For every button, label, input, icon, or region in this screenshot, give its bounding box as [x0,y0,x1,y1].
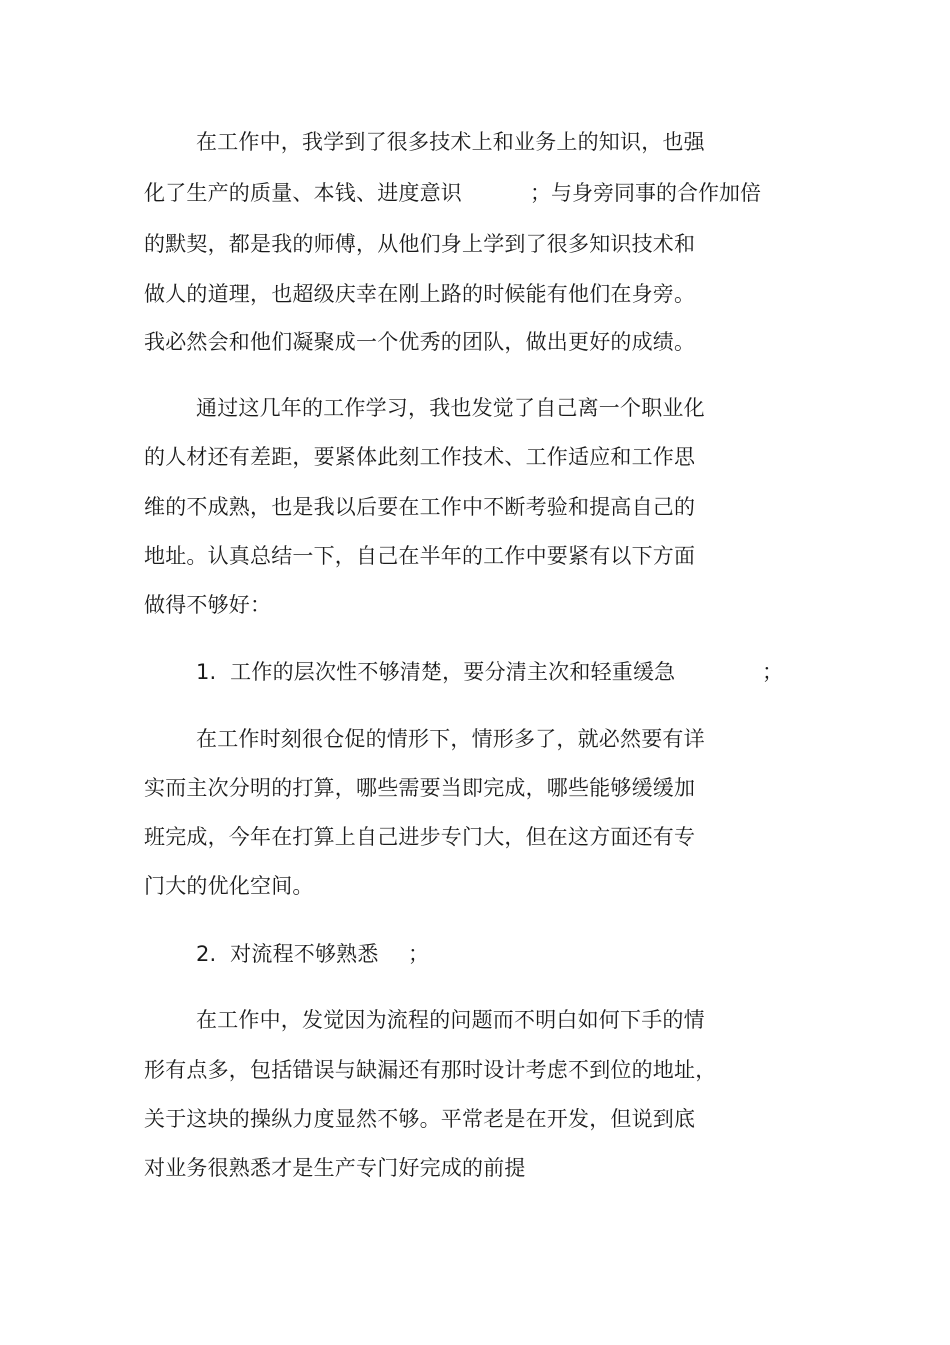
paragraph-4-line-3: 关于这块的操纵力度显然不够。平常老是在开发，但说到底 [144,1107,696,1131]
paragraph-2-line-2: 的人材还有差距，要紧体此刻工作技术、工作适应和工作思 [144,445,696,469]
paragraph-2-line-1: 通过这几年的工作学习，我也发觉了自己离一个职业化 [196,396,705,420]
paragraph-3-line-4: 门大的优化空间。 [144,874,314,898]
paragraph-1-line-2b: ；与身旁同事的合作加倍 [530,181,761,205]
paragraph-4-line-4: 对业务很熟悉才是生产专门好完成的前提 [144,1156,526,1180]
paragraph-3-line-1: 在工作时刻很仓促的情形下，情形多了，就必然要有详 [196,727,705,751]
paragraph-4-line-2: 形有点多，包括错误与缺漏还有那时设计考虑不到位的地址， [144,1058,717,1082]
list-item-1-tail: ； [762,660,783,684]
paragraph-3-line-2: 实而主次分明的打算，哪些需要当即完成，哪些能够缓缓加 [144,776,696,800]
paragraph-1-line-2a: 化了生产的质量、本钱、进度意识 [144,181,462,205]
paragraph-4-line-1: 在工作中，发觉因为流程的问题而不明白如何下手的情 [196,1008,705,1032]
paragraph-2-line-4: 地址。认真总结一下，自己在半年的工作中要紧有以下方面 [144,544,696,568]
list-item-1-heading: 1. 工作的层次性不够清楚，要分清主次和轻重缓急 [196,660,676,684]
paragraph-2-line-3: 维的不成熟，也是我以后要在工作中不断考验和提高自己的 [144,495,696,519]
paragraph-3-line-3: 班完成，今年在打算上自己进步专门大，但在这方面还有专 [144,825,696,849]
paragraph-1-line-5: 我必然会和他们凝聚成一个优秀的团队，做出更好的成绩。 [144,330,696,354]
paragraph-1-line-1: 在工作中，我学到了很多技术上和业务上的知识，也强 [196,130,705,154]
paragraph-1-line-4: 做人的道理，也超级庆幸在刚上路的时候能有他们在身旁。 [144,282,696,306]
paragraph-2-line-5: 做得不够好： [144,593,272,617]
list-item-2-tail: ； [408,942,429,966]
list-item-2-heading: 2. 对流程不够熟悉 [196,942,379,966]
paragraph-1-line-3: 的默契，都是我的师傅，从他们身上学到了很多知识技术和 [144,232,696,256]
